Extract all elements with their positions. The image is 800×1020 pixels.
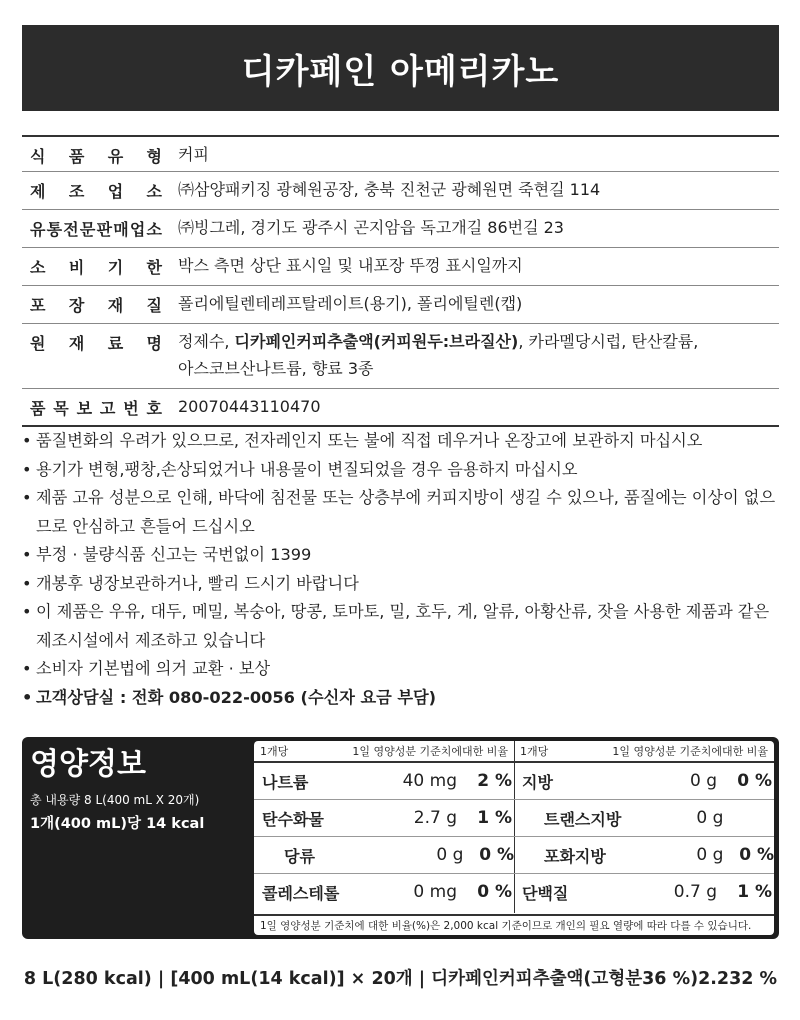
ingredients-bold: 디카페인커피추출액(커피원두:브라질산) [234,332,519,351]
info-row-distributor [22,209,779,247]
info-label-char: 명 [146,334,162,353]
product-info-table [22,135,779,427]
header-daily-value: 1일 영양성분 기준치에대한 비율 [612,745,768,758]
info-label [22,210,172,240]
info-label [22,286,172,316]
note-item: • 이 제품은 우유, 대두, 메밀, 복숭아, 땅콩, 토마토, 밀, 호두, 게, 알류, 아황산류, 잣을 사용한 제품과 같은 제조시설에서 제조하고 있습니다 [22,598,779,655]
info-label-char: 전 [63,220,79,239]
info-label-char: 번 [123,399,139,418]
header-per-unit: 1개당 [520,745,549,758]
info-row-manufacturer [22,171,779,209]
info-label-char: 형 [146,147,162,166]
info-label-char: 료 [107,334,124,353]
nutrient-amount: 0 g [696,845,724,865]
nutrient-row [514,763,774,800]
info-label-char: 비 [68,258,85,277]
note-item: • 개봉후 냉장보관하거나, 빨리 드시기 바랍니다 [22,570,779,599]
info-row-food-type [22,135,779,171]
nutrient-amount: 0 g [696,808,724,828]
info-label-char: 통 [46,220,63,239]
info-label-char: 제 [30,182,46,201]
ingredients-line2: 아스코브산나트륨, 향료 3종 [178,359,374,378]
ingredients-post: , 카라멜당시럽, 탄산칼륨, [518,332,699,351]
info-value: ㈜빙그레, 경기도 광주시 곤지암읍 독고개길 86번길 23 [178,218,564,237]
nutrient-row [254,763,514,800]
product-title: 디카페인 아메리카노 [22,25,779,111]
info-label-char: 소 [146,220,162,239]
info-label-char: 호 [146,399,162,418]
info-label-char: 고 [99,399,116,418]
nutrition-facts [22,737,779,939]
info-label-char: 재 [68,334,85,353]
info-row-report-number [22,388,779,425]
nutrition-panel [254,741,774,935]
note-item: • 부정 · 불량식품 신고는 국번없이 1399 [22,541,779,570]
nutrient-row [254,800,514,837]
nutrient-name: 나트륨 [262,772,309,792]
nutrient-daily-pct: 0 % [739,845,774,865]
info-value: ㈜삼양패키징 광혜원공장, 충북 진천군 광혜원면 죽현길 114 [178,180,601,199]
info-label-char: 기 [107,258,124,277]
header-per-unit: 1개당 [260,745,289,758]
nutrition-title: 영양정보 [30,747,146,782]
info-label-char: 보 [76,399,93,418]
info-value: 20070443110470 [178,397,321,416]
info-label-char: 포 [30,296,46,315]
info-label-char: 판 [96,220,113,239]
info-label-char: 목 [53,399,69,418]
nutrient-amount: 0.7 g [673,882,717,902]
info-label-char: 업 [129,220,146,239]
nutrient-name: 트랜스지방 [544,809,622,829]
nutrient-amount: 0 mg [413,882,457,902]
caution-notes [22,427,779,712]
nutrition-column-header [254,741,514,763]
info-value: 커피 [178,145,209,164]
info-label-char: 품 [30,399,46,418]
info-row-ingredients [22,323,779,388]
nutrient-row [514,837,774,874]
info-label-char: 조 [68,182,85,201]
header-daily-value: 1일 영양성분 기준치에대한 비율 [352,745,508,758]
info-label-char: 유 [30,220,46,239]
nutrient-daily-pct: 1 % [737,882,772,902]
nutrient-amount: 2.7 g [413,808,457,828]
nutrient-daily-pct: 1 % [477,808,512,828]
note-item: • 소비자 기본법에 의거 교환 · 보상 [22,655,779,684]
info-row-packaging [22,285,779,323]
note-item: • 용기가 변형,팽창,손상되었거나 내용물이 변질되었을 경우 음용하지 마십시오 [22,456,779,485]
info-label-char: 한 [146,258,162,277]
info-label [22,389,172,419]
info-label-char: 소 [146,182,162,201]
info-label-char: 장 [68,296,85,315]
info-label [22,172,172,202]
nutrient-daily-pct: 0 % [737,771,772,791]
nutrient-name: 콜레스테롤 [262,883,340,903]
info-label [22,248,172,278]
info-label [22,137,172,167]
nutrient-name: 단백질 [522,883,569,903]
nutrition-column-right [514,741,774,913]
nutrition-footnote: 1일 영양성분 기준치에 대한 비율(%)은 2,000 kcal 기준이므로 개인의 필요 열량에 따라 다를 수 있습니다. [254,914,774,935]
info-label-char: 식 [30,147,46,166]
info-value: 폴리에틸렌테레프탈레이트(용기), 폴리에틸렌(캡) [178,294,523,313]
nutrient-name: 탄수화물 [262,809,324,829]
nutrient-amount: 0 g [436,845,464,865]
nutrient-row [514,800,774,837]
customer-service-note: • 고객상담실 : 전화 080-022-0056 (수신자 요금 부담) [22,684,779,713]
nutrient-name: 포화지방 [544,846,606,866]
nutrition-total-volume: 총 내용량 8 L(400 mL X 20개) [30,793,200,807]
nutrient-row [254,874,514,910]
nutrient-name: 당류 [284,846,315,866]
nutrient-name: 지방 [522,772,553,792]
nutrient-amount: 0 g [689,771,717,791]
nutrient-daily-pct: 0 % [477,882,512,902]
ingredients-pre: 정제수, [178,332,235,351]
nutrient-daily-pct: 2 % [477,771,512,791]
info-label-char: 원 [30,334,46,353]
nutrition-serving: 1개(400 mL)당 14 kcal [30,816,205,832]
info-value: 박스 측면 상단 표시일 및 내포장 뚜껑 표시일까지 [178,256,523,275]
info-label-char: 품 [68,147,85,166]
nutrient-row [514,874,774,910]
nutrient-amount: 40 mg [402,771,457,791]
nutrient-row [254,837,514,874]
info-label-char: 소 [30,258,46,277]
info-label-char: 업 [107,182,124,201]
info-row-expiry [22,247,779,285]
nutrition-column-left [254,741,515,913]
info-label-char: 유 [107,147,124,166]
note-item: • 품질변화의 우려가 있으므로, 전자레인지 또는 불에 직접 데우거나 온장고에 보관하지 마십시오 [22,427,779,456]
note-item: • 제품 고유 성분으로 인해, 바닥에 침전물 또는 상층부에 커피지방이 생길 수 있으나, 품질에는 이상이 없으므로 안심하고 흔들어 드십시오 [22,484,779,541]
info-label-char: 질 [146,296,162,315]
info-label-char: 매 [113,220,129,239]
nutrition-column-header [514,741,774,763]
info-label-char: 재 [107,296,124,315]
nutrition-summary [30,745,255,833]
nutrient-daily-pct: 0 % [479,845,514,865]
volume-summary: 8 L(280 kcal) | [400 mL(14 kcal)] × 20개 | 디카페인커피추출액(고형분36 %)2.232 % [23,969,778,989]
info-label-char: 문 [79,220,96,239]
info-label [22,324,172,354]
info-value [172,321,779,382]
